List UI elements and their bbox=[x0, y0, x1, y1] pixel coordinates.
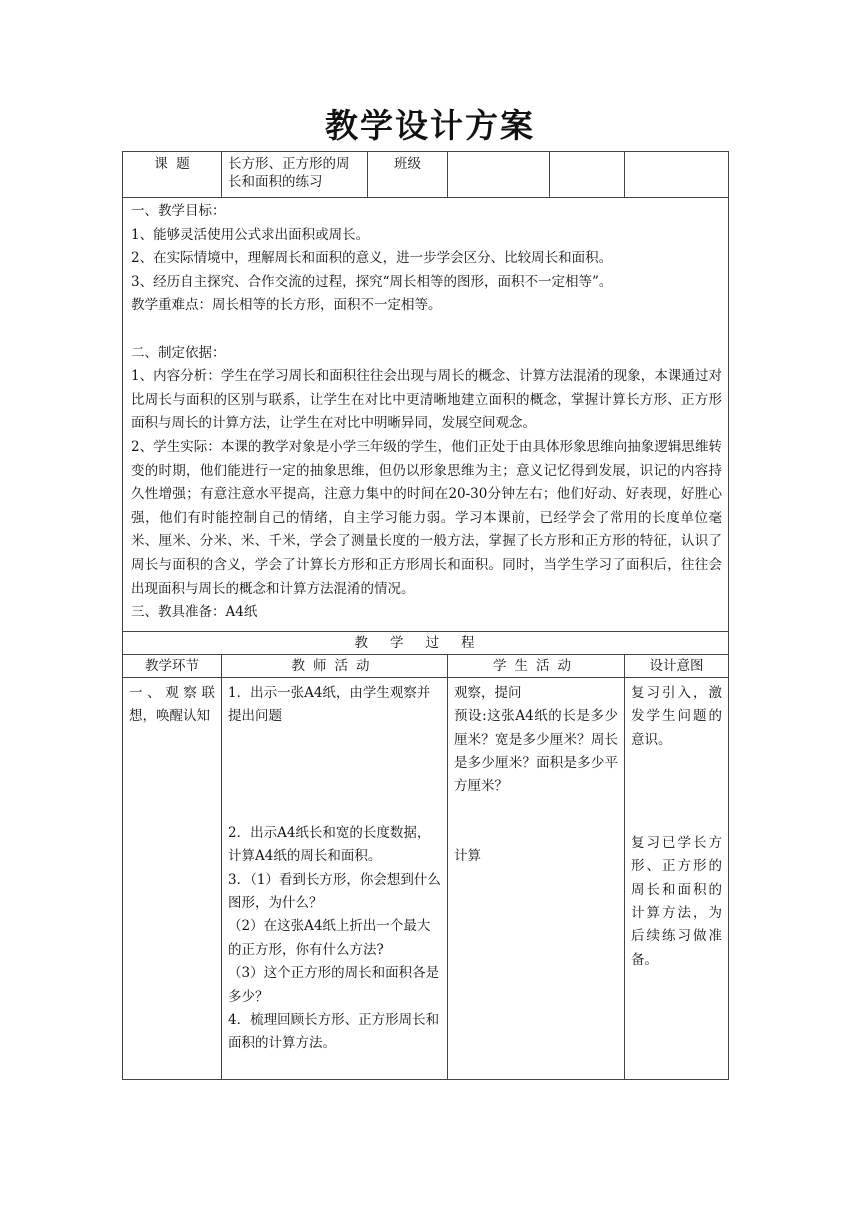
objective-item: 2、在实际情境中，理解周长和面积的意义，进一步学会区分、比较周长和面积。 bbox=[131, 250, 613, 267]
process-column-headers bbox=[123, 654, 729, 677]
blank-cell-1 bbox=[550, 152, 625, 198]
objective-item: 3、经历自主探究、合作交流的过程，探究“周长相等的图形，面积不一定相等”。 bbox=[131, 273, 613, 290]
step-cell: 一、观察联想，唤醒认知 bbox=[123, 677, 222, 1079]
key-difficulty: 教学重难点：周长相等的长方形，面积不一定相等。 bbox=[131, 297, 442, 314]
lesson-plan-table bbox=[122, 151, 729, 1080]
teacher-activity-4: 4．梳理回顾长方形、正方形周长和面积的计算方法。 bbox=[228, 1011, 440, 1052]
process-row bbox=[123, 677, 729, 1079]
content-analysis: 1、内容分析：学生在学习周长和面积往往会出现与周长的概念、计算方法混淆的现象，本课通过对比周长与面积的区别与联系，让学生在对比中更清晰地建立面积的概念，掌握计算长方形、正方形面积与周长的计算方法，让学生在对比中明晰异同，发展空间观念。 bbox=[131, 368, 722, 432]
overview-cell bbox=[123, 198, 729, 632]
blank-cell-2 bbox=[625, 152, 729, 198]
student-activity-cell bbox=[448, 677, 625, 1079]
process-title-row bbox=[123, 631, 729, 654]
column-header-step: 教学环节 bbox=[123, 654, 222, 677]
student-activity-2: 计算 bbox=[454, 848, 481, 865]
topic-value: 长方形、正方形的周长和面积的练习 bbox=[222, 152, 368, 198]
header-row bbox=[123, 152, 729, 198]
column-header-student: 学生活动 bbox=[448, 654, 625, 677]
teacher-activity-3b: （2）在这张A4纸上折出一个最大的正方形，你有什么方法? bbox=[228, 918, 431, 958]
process-title: 教学过程 bbox=[123, 631, 729, 654]
page-title: 教学设计方案 bbox=[325, 106, 535, 145]
student-reality: 2、学生实际：本课的教学对象是小学三年级的学生，他们正处于由具体形象思维向抽象逻辑思维转变的时期，他们能进行一定的抽象思维，但仍以形象思维为主；意义记忆得到发展，识记的内容持久性增强；有意注意水平提高，注意力集中的时间在20-30分钟左右；他们好动、好表现，好胜心强，他们有时能控制自己的情绪，自主学习能力弱。学习本课前，已经学会了常用的长度单位毫米、厘米、分米、米、千米，学会了测量长度的一般方法，掌握了长方形和正方形的特征，认识了周长与面积的含义，学会了计算长方形和正方形周长和面积。同时，当学生学习了面积后，往往会出现面积与周长的概念和计算方法混淆的情况。 bbox=[131, 438, 722, 597]
class-label: 班级 bbox=[368, 152, 448, 198]
class-value-cell bbox=[448, 152, 550, 198]
student-activity-1b: 预设:这张A4纸的长是多少厘米？宽是多少厘米？周长是多少厘米？面积是多少平方厘米？ bbox=[454, 708, 618, 795]
objectives-heading: 一、教学目标： bbox=[131, 203, 226, 219]
teacher-activity-cell bbox=[222, 677, 448, 1079]
teacher-activity-3c: （3）这个正方形的周长和面积各是多少？ bbox=[228, 965, 440, 1005]
teacher-activity-3a: 3．（1）看到长方形，你会想到什么图形，为什么？ bbox=[228, 871, 441, 911]
teacher-activity-1: 1．出示一张A4纸，由学生观察并提出问题 bbox=[228, 684, 431, 725]
teacher-activity-2: 2．出示A4纸长和宽的长度数据，计算A4纸的周长和面积。 bbox=[228, 824, 431, 865]
intent-1: 复习引入，激发学生问题的意识。 bbox=[631, 684, 722, 748]
overview-row bbox=[123, 198, 729, 632]
intent-cell bbox=[625, 677, 729, 1079]
intent-2: 复习已学长方形、正方形的周长和面积的计算方法，为后续练习做准备。 bbox=[631, 834, 722, 968]
basis-heading: 二、制定依据： bbox=[131, 344, 226, 361]
materials: 三、教具准备：A4纸 bbox=[131, 604, 258, 621]
topic-label: 课 题 bbox=[123, 152, 222, 198]
objective-item: 1、能够灵活使用公式求出面积或周长。 bbox=[131, 226, 370, 243]
student-activity-1a: 观察，提问 bbox=[454, 684, 522, 701]
column-header-intent: 设计意图 bbox=[625, 654, 729, 677]
column-header-teacher: 教师活动 bbox=[222, 654, 448, 677]
